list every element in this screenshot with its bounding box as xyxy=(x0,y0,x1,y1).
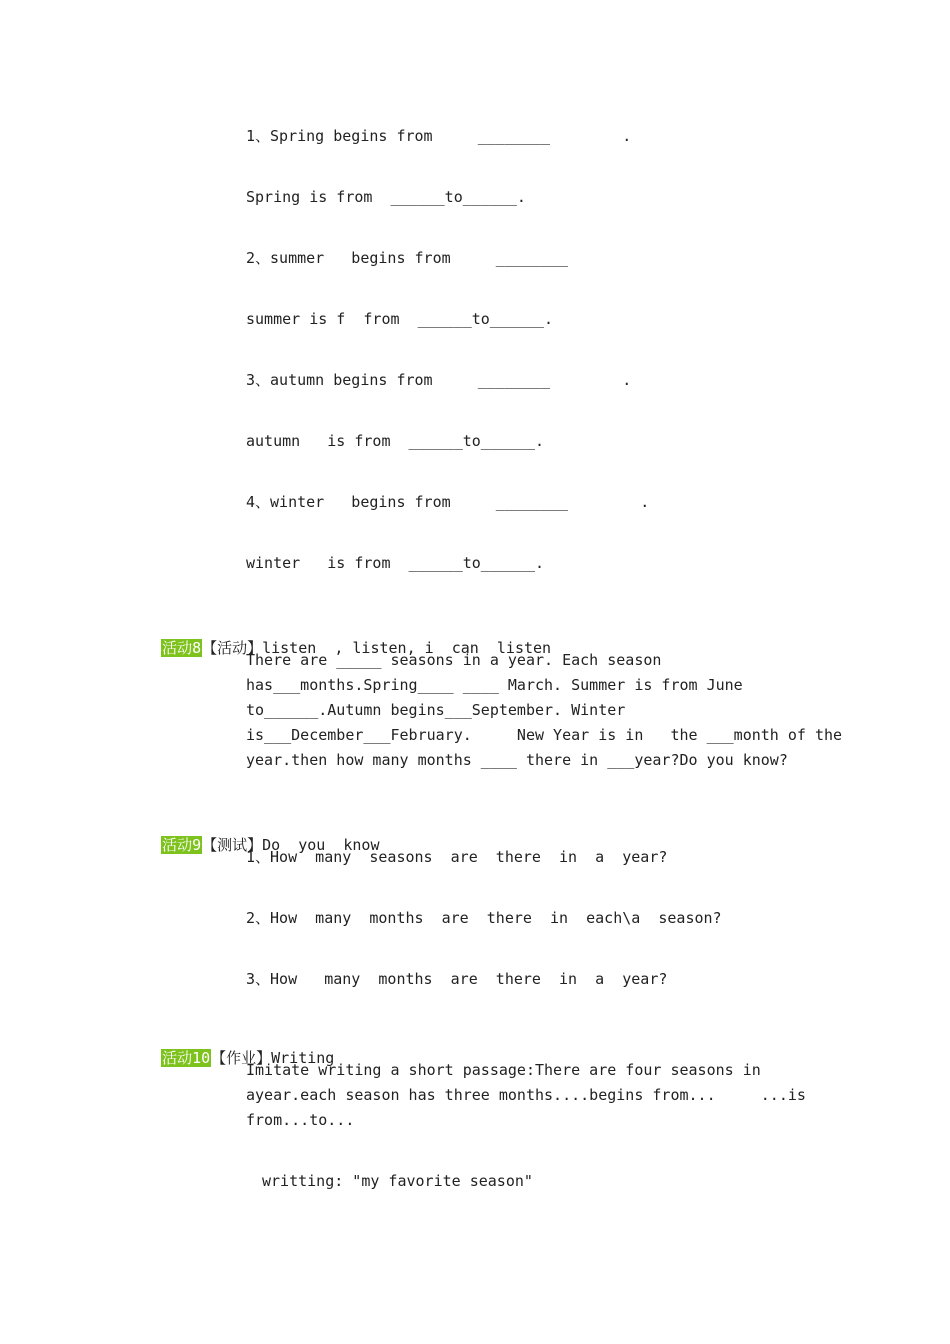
autumn-range-line: autumn is from ______to______. xyxy=(246,432,545,450)
activity8-paragraph-line: is___December___February. New Year is in the ___month of the xyxy=(246,726,843,744)
activity10-paragraph-line: ayear.each season has three months....begins from... ...is xyxy=(246,1086,806,1104)
summer-range-line: summer is f from ______to______. xyxy=(246,310,554,328)
activity10-paragraph-line: from...to... xyxy=(246,1111,355,1129)
activity10-writing-prompt: writting: "my favorite season" xyxy=(262,1172,533,1190)
spring-begins-line: 1、Spring begins from ________ . xyxy=(246,127,632,145)
activity9-title: 【测试】Do you know xyxy=(202,836,380,854)
spring-range-line: Spring is from ______to______. xyxy=(246,188,526,206)
activity9-question-2: 2、How many months are there in each\a season? xyxy=(246,909,722,927)
activity8-paragraph-line: year.then how many months ____ there in ___year?Do you know? xyxy=(246,751,788,769)
activity9-question-3: 3、How many months are there in a year? xyxy=(246,970,668,988)
activity9-tag: 活动9 xyxy=(162,836,202,854)
activity8-title: 【活动】listen , listen, i can listen xyxy=(202,639,552,657)
summer-begins-line: 2、summer begins from ________ xyxy=(246,249,569,267)
activity10-tag: 活动10 xyxy=(162,1049,211,1067)
activity9-question-1: 1、How many seasons are there in a year? xyxy=(246,848,668,866)
activity8-paragraph-line: to______.Autumn begins___September. Winter xyxy=(246,701,626,719)
activity10-paragraph-line: Imitate writing a short passage:There are four seasons in xyxy=(246,1061,761,1079)
activity8-paragraph-line: has___months.Spring____ ____ March. Summer is from June xyxy=(246,676,743,694)
winter-begins-line: 4、winter begins from ________ . xyxy=(246,493,650,511)
autumn-begins-line: 3、autumn begins from ________ . xyxy=(246,371,632,389)
winter-range-line: winter is from ______to______. xyxy=(246,554,545,572)
activity8-tag: 活动8 xyxy=(162,639,202,657)
activity8-paragraph-line: There are _____ seasons in a year. Each season xyxy=(246,651,662,669)
activity10-title: 【作业】Writing xyxy=(211,1049,335,1067)
